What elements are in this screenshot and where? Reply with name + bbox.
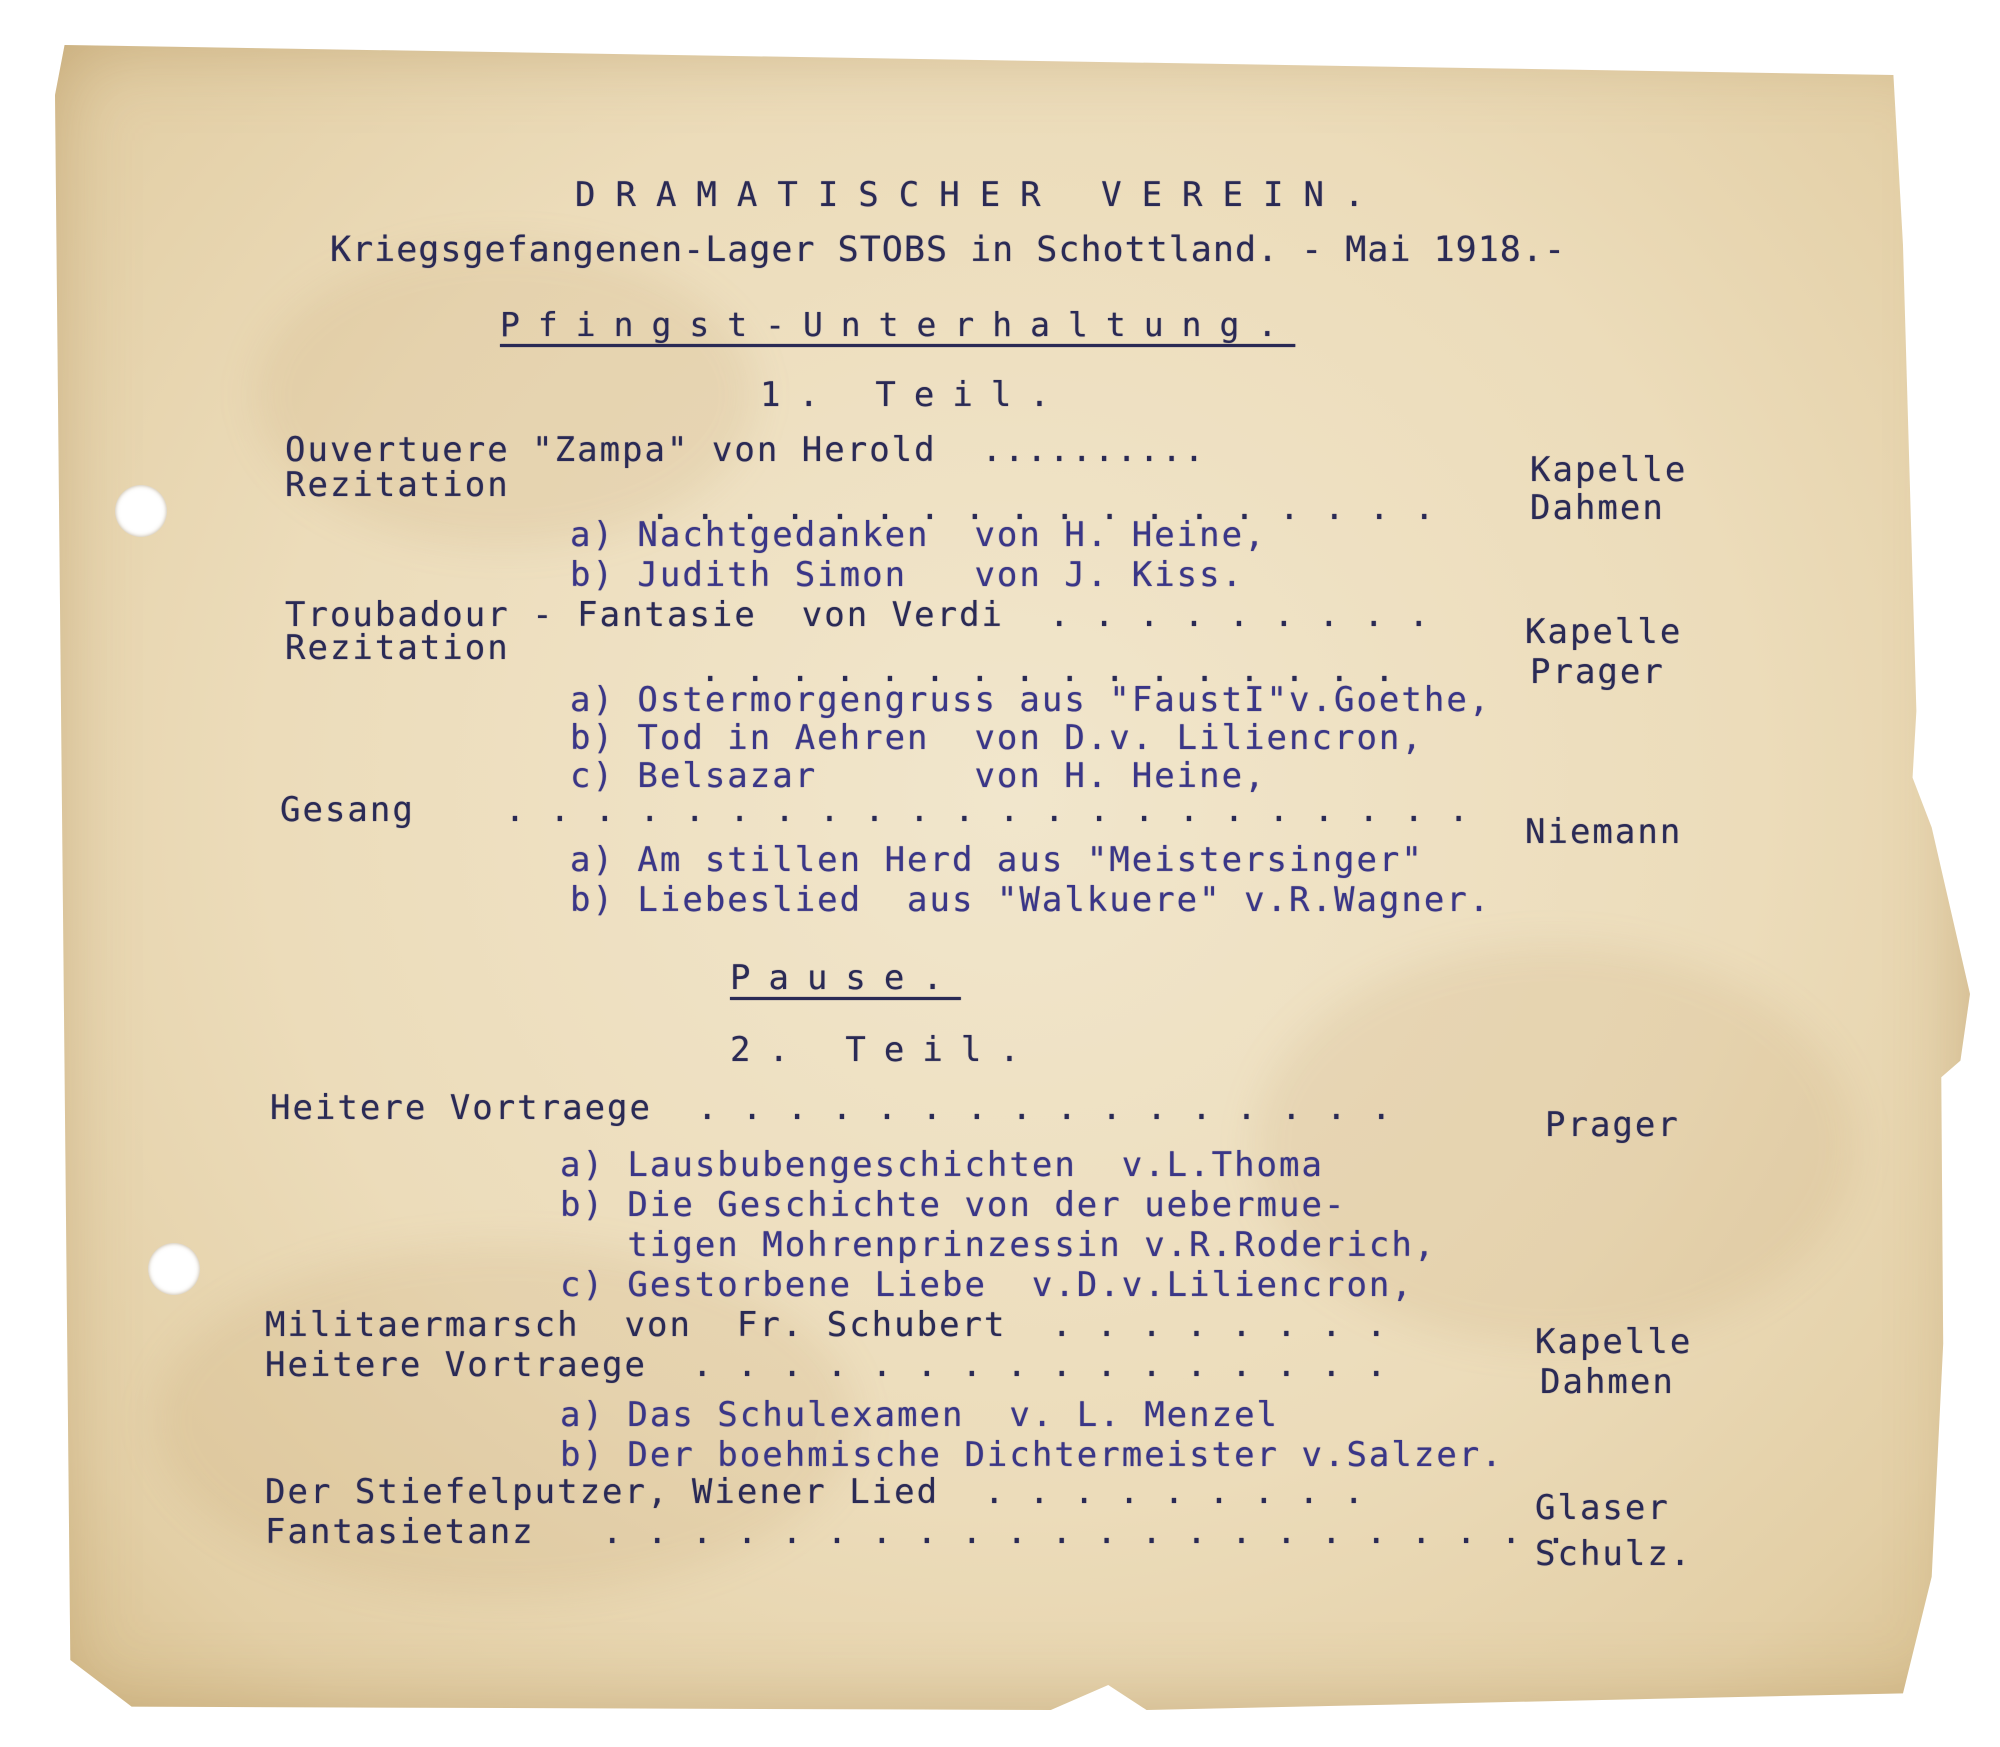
document-title: DRAMATISCHER VEREIN. [575, 175, 1385, 215]
part1-heading: 1. Teil. [760, 375, 1068, 415]
dot-leader: . . . . . . . . . . . . . . . . [700, 650, 1397, 690]
item-title: Gesang . . . . . . . . . . . . . . . . . . . . . . [280, 790, 1471, 830]
item-title: Heitere Vortraege . . . . . . . . . . . . . . . . [265, 1345, 1389, 1385]
sub-item: b) Der boehmische Dichtermeister v.Salzer. [560, 1435, 1504, 1475]
sub-item: b) Tod in Aehren von D.v. Liliencron, [570, 718, 1424, 758]
event-title: Pfingst-Unterhaltung. [500, 305, 1296, 344]
item-performer: Niemann [1525, 812, 1683, 852]
dot-leader: . . . . . . . . . . . . . . . . . . [650, 488, 1437, 528]
item-title: Rezitation [285, 628, 510, 668]
sub-item: b) Judith Simon von J. Kiss. [570, 555, 1245, 595]
item-performer: Kapelle [1525, 612, 1683, 652]
item-title: Rezitation [285, 465, 510, 505]
item-performer: Prager [1545, 1105, 1680, 1145]
document-subtitle: Kriegsgefangenen-Lager STOBS in Schottland. - Mai 1918.- [330, 230, 1567, 270]
item-title: Fantasietanz . . . . . . . . . . . . . . . . . . . . . . [265, 1512, 1569, 1552]
item-title: Der Stiefelputzer, Wiener Lied . . . . . . . . . [265, 1472, 1367, 1512]
pause-heading: Pause. [730, 958, 961, 998]
item-performer: Kapelle [1535, 1322, 1693, 1362]
sub-item: a) Nachtgedanken von H. Heine, [570, 515, 1267, 555]
item-performer: Kapelle [1530, 450, 1688, 490]
sub-item: b) Die Geschichte von der uebermue- [560, 1185, 1347, 1225]
sub-item: a) Ostermorgengruss aus "FaustI"v.Goethe, [570, 680, 1492, 720]
item-performer: Schulz. [1535, 1534, 1693, 1574]
item-title: Heitere Vortraege . . . . . . . . . . . . . . . . [270, 1088, 1394, 1128]
sub-item: c) Belsazar von H. Heine, [570, 756, 1267, 796]
punch-hole-top [115, 485, 167, 537]
item-performer: Prager [1530, 652, 1665, 692]
item-title: Ouvertuere "Zampa" von Herold .......... [285, 430, 1229, 470]
sub-item: a) Lausbubengeschichten v.L.Thoma [560, 1145, 1324, 1185]
item-performer: Dahmen [1540, 1362, 1675, 1402]
sub-item: a) Am stillen Herd aus "Meistersinger" [570, 840, 1424, 880]
sub-item: c) Gestorbene Liebe v.D.v.Liliencron, [560, 1265, 1414, 1305]
punch-hole-bottom [148, 1243, 200, 1295]
part2-heading: 2. Teil. [730, 1030, 1038, 1070]
item-title: Militaermarsch von Fr. Schubert . . . . . . . . [265, 1305, 1389, 1345]
item-performer: Dahmen [1530, 488, 1665, 528]
item-performer: Glaser [1535, 1488, 1670, 1528]
sub-item: a) Das Schulexamen v. L. Menzel [560, 1395, 1280, 1435]
sub-item: b) Liebeslied aus "Walkuere" v.R.Wagner. [570, 880, 1492, 920]
sub-item: tigen Mohrenprinzessin v.R.Roderich, [560, 1225, 1437, 1265]
item-title: Troubadour - Fantasie von Verdi . . . . . . . . . [285, 595, 1431, 635]
